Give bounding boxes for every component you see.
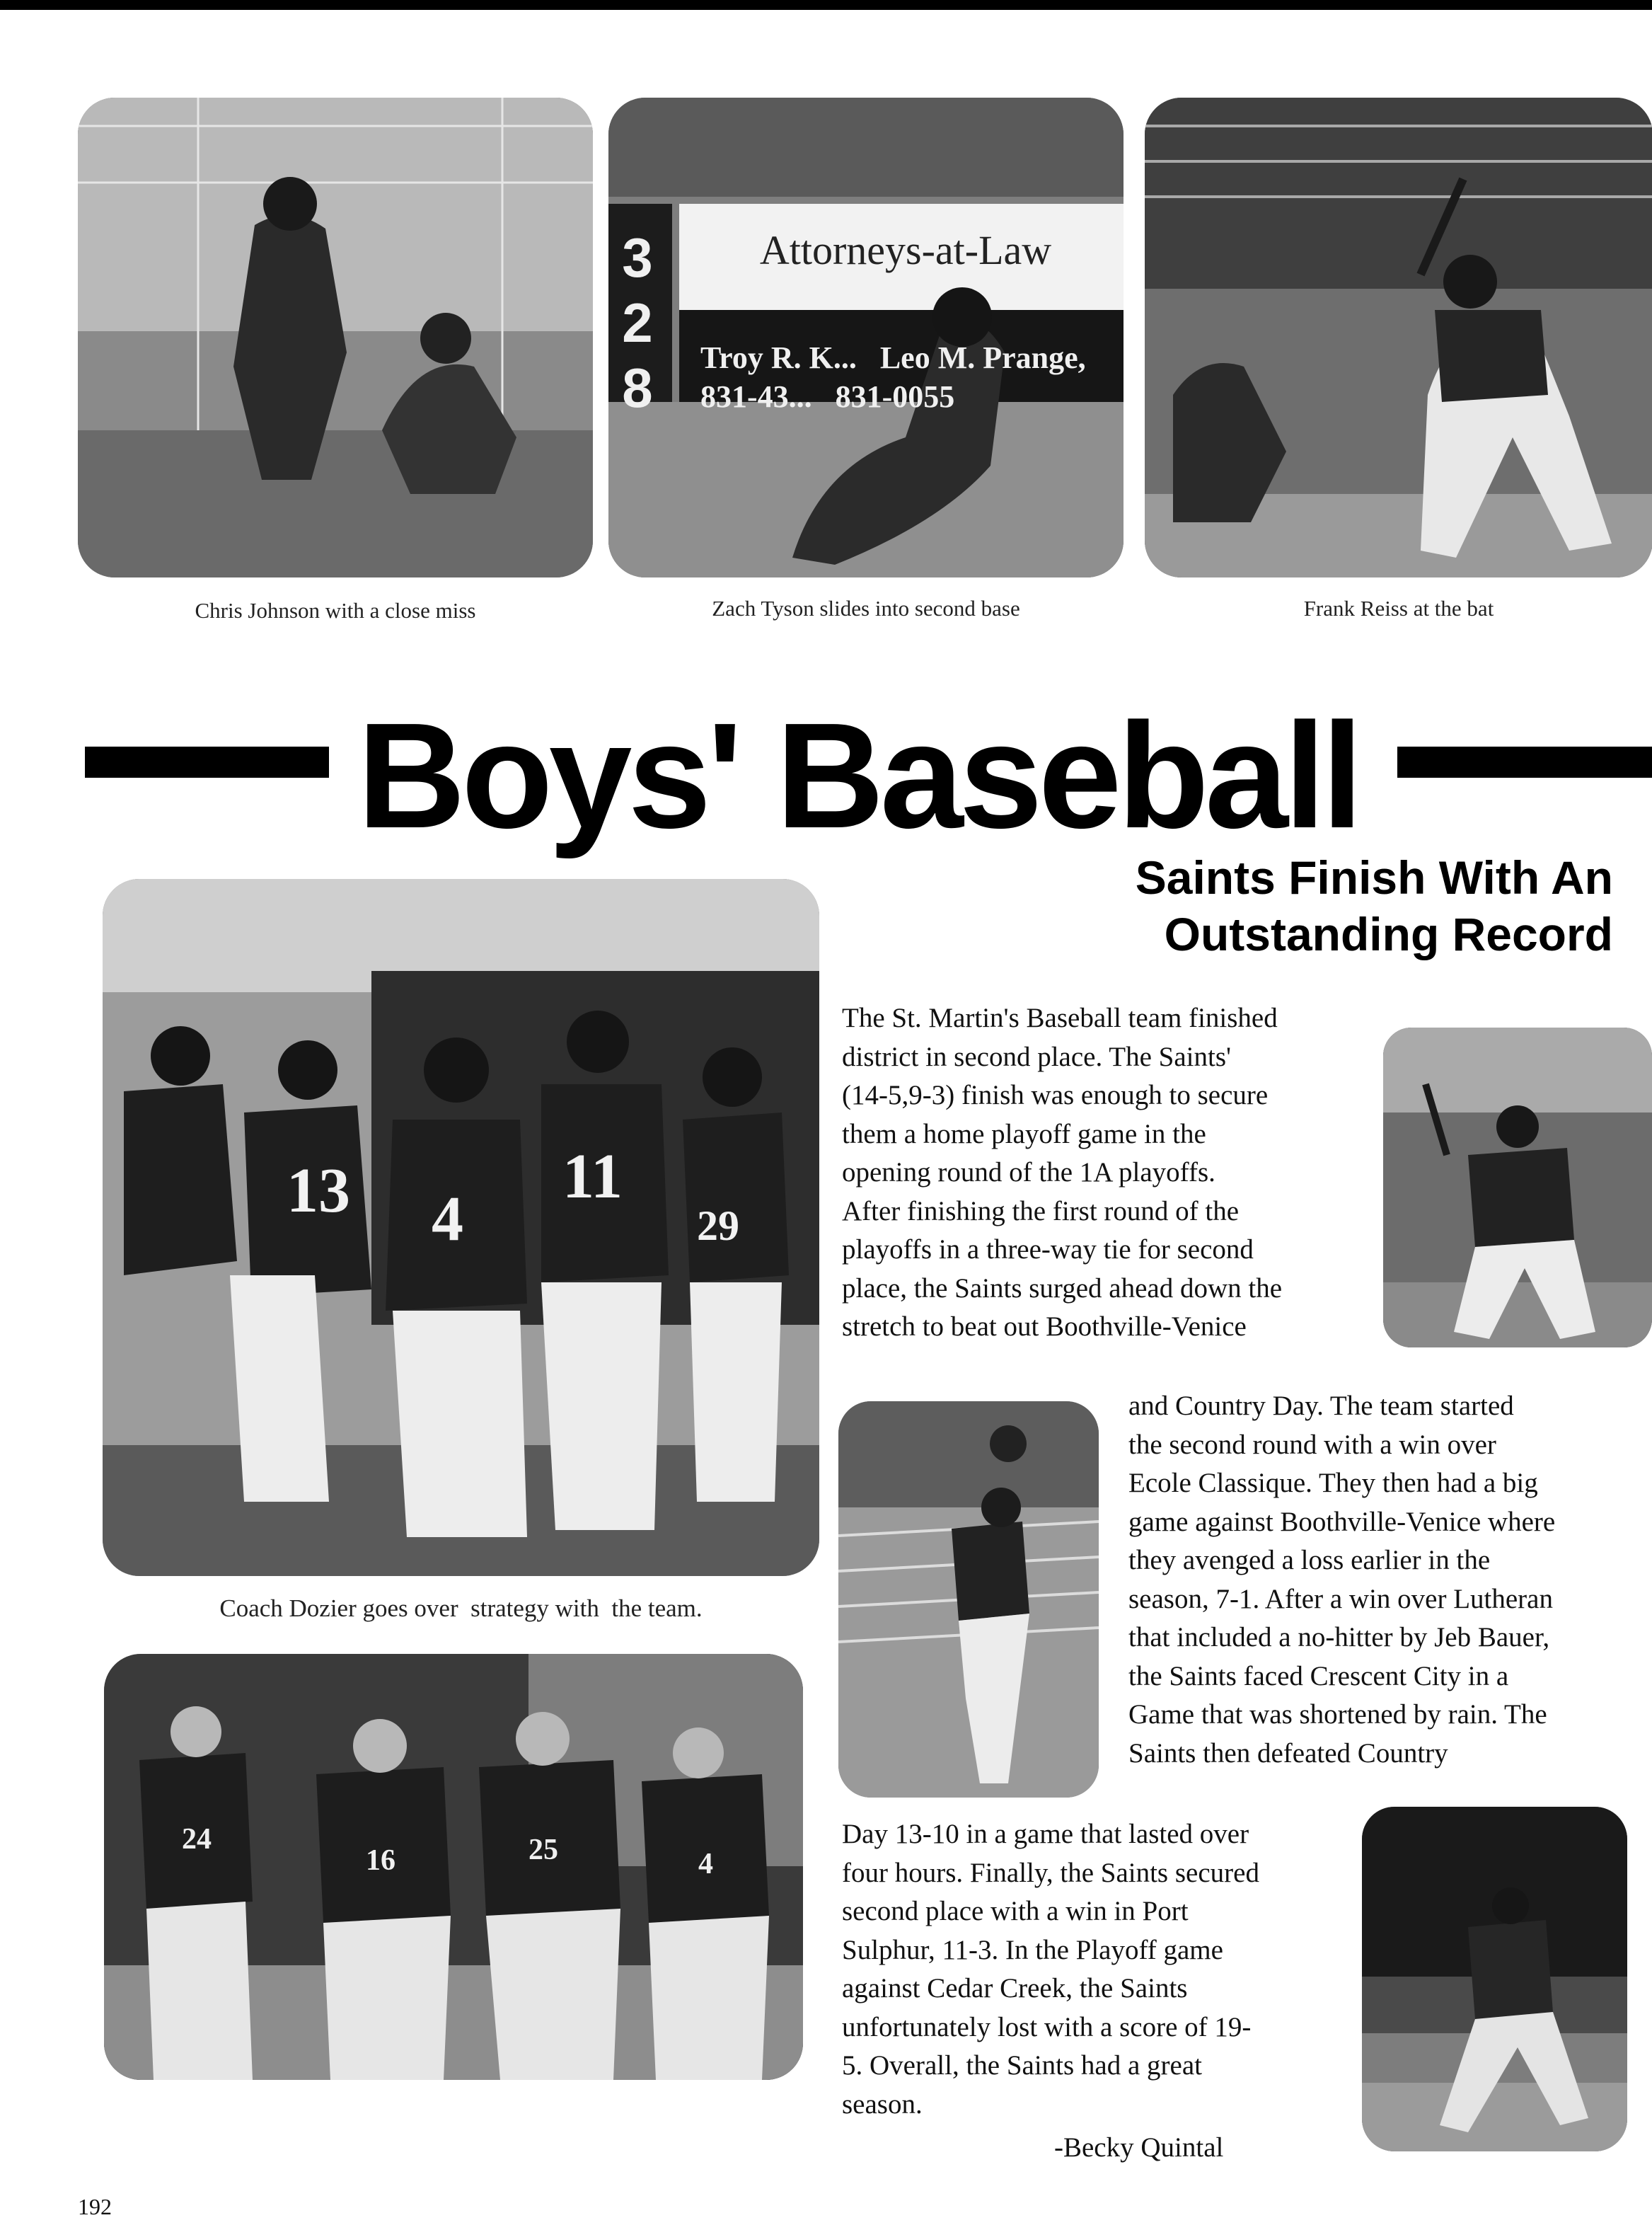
article-line: district in second place. The Saints' (842, 1041, 1232, 1072)
article-line: second place with a win in Port (842, 1896, 1189, 1926)
article-line: unfortunately lost with a score of 19- (842, 2011, 1252, 2042)
photo-fielder-catch (838, 1401, 1099, 1798)
jersey-number-24: 24 (182, 1823, 212, 1856)
article-line: place, the Saints surged ahead down the (842, 1272, 1283, 1304)
article-line: them a home playoff game in the (842, 1118, 1206, 1149)
article-paragraph-1 (842, 999, 1282, 1347)
article-paragraph-3 (842, 1815, 1259, 2124)
article-paragraph-2 (1128, 1387, 1555, 1773)
article-line: and Country Day. The team started (1128, 1391, 1514, 1421)
article-line: four hours. Finally, the Saints secured (842, 1857, 1259, 1888)
photo-caption-zach-tyson: Zach Tyson slides into second base (712, 596, 1020, 621)
jersey-number-25: 25 (528, 1834, 558, 1866)
article-line: the Saints faced Crescent City in a (1128, 1660, 1509, 1691)
subtitle-line-2: Outstanding Record (1164, 908, 1613, 960)
subtitle-line-1: Saints Finish With An (1135, 851, 1613, 904)
jersey-number-4-b: 4 (698, 1848, 713, 1880)
article-line: against Cedar Creek, the Saints (842, 1973, 1188, 2003)
article-line: that included a no-hitter by Jeb Bauer, (1128, 1622, 1550, 1652)
jersey-number-29: 29 (697, 1202, 739, 1249)
article-line: opening round of the 1A playoffs. (842, 1157, 1215, 1188)
article-line: playoffs in a three-way tie for second (842, 1234, 1254, 1265)
photo-slide-into-base (608, 98, 1124, 577)
article-byline: -Becky Quintal (1054, 2132, 1224, 2163)
article-line: Day 13-10 in a game that lasted over (842, 1819, 1249, 1849)
jersey-number-11: 11 (562, 1142, 623, 1212)
section-title: Boys' Baseball (357, 691, 1359, 859)
title-rule-left (85, 747, 329, 778)
sign-phones: 831-43... 831-0055 (700, 379, 955, 414)
sign-names: Troy R. K... Leo M. Prange, (700, 340, 1086, 375)
jersey-number-4: 4 (432, 1184, 463, 1254)
sign-number-3: 3 (622, 226, 653, 289)
photo-caption-coach-dozier: Coach Dozier goes over strategy with the team. (219, 1594, 703, 1622)
photo-caption-frank-reiss: Frank Reiss at the bat (1303, 596, 1494, 621)
photo-caption-chris-johnson: Chris Johnson with a close miss (195, 598, 476, 623)
sign-number-2: 2 (622, 292, 653, 354)
article-subtitle (1005, 849, 1613, 962)
article-line: game against Boothville-Venice where (1128, 1506, 1556, 1537)
article-line: the second round with a win over (1128, 1429, 1496, 1460)
article-line: Sulphur, 11-3. In the Playoff game (842, 1934, 1223, 1965)
jersey-number-16: 16 (366, 1844, 395, 1877)
article-line: Ecole Classique. They then had a big (1128, 1468, 1538, 1498)
photo-batter (1145, 98, 1652, 577)
article-line: (14-5,9-3) finish was enough to secure (842, 1080, 1269, 1110)
photo-batter-scoreboard (1362, 1807, 1627, 2151)
sign-attorneys-at-law: Attorneys-at-Law (759, 227, 1052, 273)
article-line: Saints then defeated Country (1128, 1737, 1448, 1769)
sign-number-8: 8 (622, 357, 653, 419)
sign-numbers (613, 225, 662, 420)
article-line: they avenged a loss earlier in the (1128, 1545, 1491, 1575)
article-line: 5. Overall, the Saints had a great (842, 2050, 1202, 2081)
title-rule-right (1397, 747, 1652, 778)
article-line: stretch to beat out Boothville-Venice (842, 1311, 1247, 1342)
page-number: 192 (78, 2194, 112, 2219)
photo-batter-ready (1383, 1028, 1652, 1347)
article-line: Game that was shortened by rain. The (1128, 1699, 1547, 1730)
article-line: After finishing the first round of the (842, 1195, 1240, 1226)
top-border (0, 0, 1652, 10)
jersey-number-13: 13 (287, 1156, 350, 1226)
article-line: season. (842, 2088, 923, 2120)
article-line: The St. Martin's Baseball team finished (842, 1003, 1278, 1033)
photo-team-huddle (103, 879, 819, 1576)
article-line: season, 7-1. After a win over Lutheran (1128, 1583, 1553, 1614)
photo-umpire-catcher (78, 98, 593, 577)
photo-team-lineup (104, 1654, 803, 2080)
